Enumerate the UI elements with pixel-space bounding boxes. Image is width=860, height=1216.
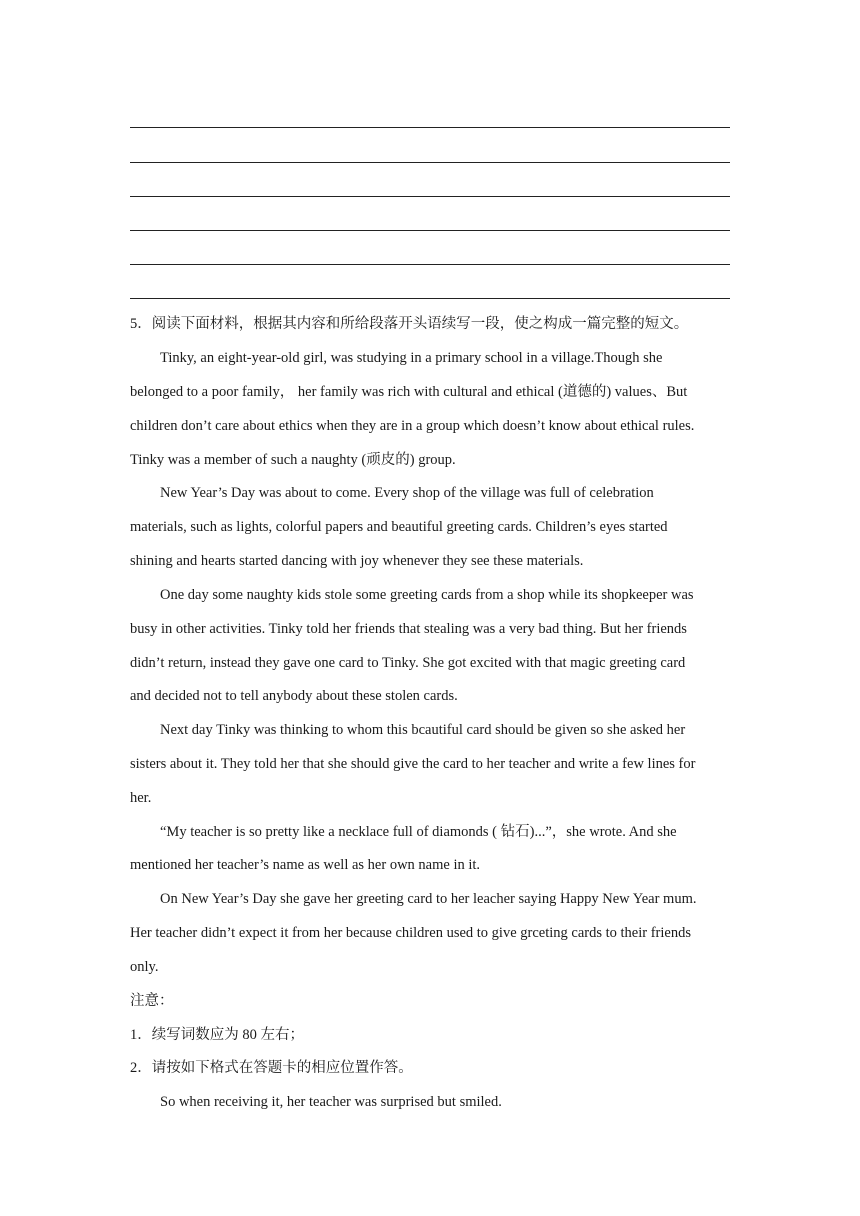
passage-line: New Year’s Day was about to come. Every shop of the village was full of celebration xyxy=(160,485,654,501)
answer-line xyxy=(130,264,730,265)
passage-line: her. xyxy=(130,790,152,806)
answer-line xyxy=(130,127,730,128)
passage-line: busy in other activities. Tinky told her friends that stealing was a very bad thing. But her friends xyxy=(130,621,687,637)
question-prompt: 5．阅读下面材料，根据其内容和所给段落开头语续写一段，使之构成一篇完整的短文。 xyxy=(130,316,689,332)
passage-line: Next day Tinky was thinking to whom this bcautiful card should be given so she asked her xyxy=(160,722,686,738)
passage-line: children don’t care about ethics when they are in a group which doesn’t know about ethical rules. xyxy=(130,418,695,434)
passage-line: Tinky, an eight-year-old girl, was studying in a primary school in a village.Though she xyxy=(160,350,663,366)
passage-line: Tinky was a member of such a naughty (顽皮的) group. xyxy=(130,452,456,468)
note-item: 2．请按如下格式在答题卡的相应位置作答。 xyxy=(130,1060,413,1076)
continuation-opening: So when receiving it, her teacher was surprised but smiled. xyxy=(160,1094,502,1110)
passage-line: mentioned her teacher’s name as well as her own name in it. xyxy=(130,857,481,873)
passage-line: materials, such as lights, colorful papers and beautiful greeting cards. Children’s eyes started xyxy=(130,519,668,535)
passage-line: On New Year’s Day she gave her greeting card to her leacher saying Happy New Year mum. xyxy=(160,891,697,907)
answer-line xyxy=(130,298,730,299)
passage-line: only. xyxy=(130,959,159,975)
passage-line: belonged to a poor family， her family was rich with cultural and ethical (道德的) values、But xyxy=(130,384,688,400)
passage-line: and decided not to tell anybody about these stolen cards. xyxy=(130,688,458,704)
note-item: 1．续写词数应为 80 左右； xyxy=(130,1027,304,1043)
answer-line xyxy=(130,230,730,231)
notes-title: 注意： xyxy=(130,993,174,1009)
passage-line: didn’t return, instead they gave one card to Tinky. She got excited with that magic greeting card xyxy=(130,655,686,671)
passage-line: sisters about it. They told her that she should give the card to her teacher and write a few lines for xyxy=(130,756,696,772)
passage-line: Her teacher didn’t expect it from her because children used to give grceting cards to their friends xyxy=(130,925,691,941)
passage-line: One day some naughty kids stole some greeting cards from a shop while its shopkeeper was xyxy=(160,587,694,603)
passage-line: shining and hearts started dancing with joy whenever they see these materials. xyxy=(130,553,584,569)
passage-line: “My teacher is so pretty like a necklace full of diamonds ( 钻石)...”，she wrote. And she xyxy=(160,824,677,840)
answer-line xyxy=(130,162,730,163)
answer-line xyxy=(130,196,730,197)
